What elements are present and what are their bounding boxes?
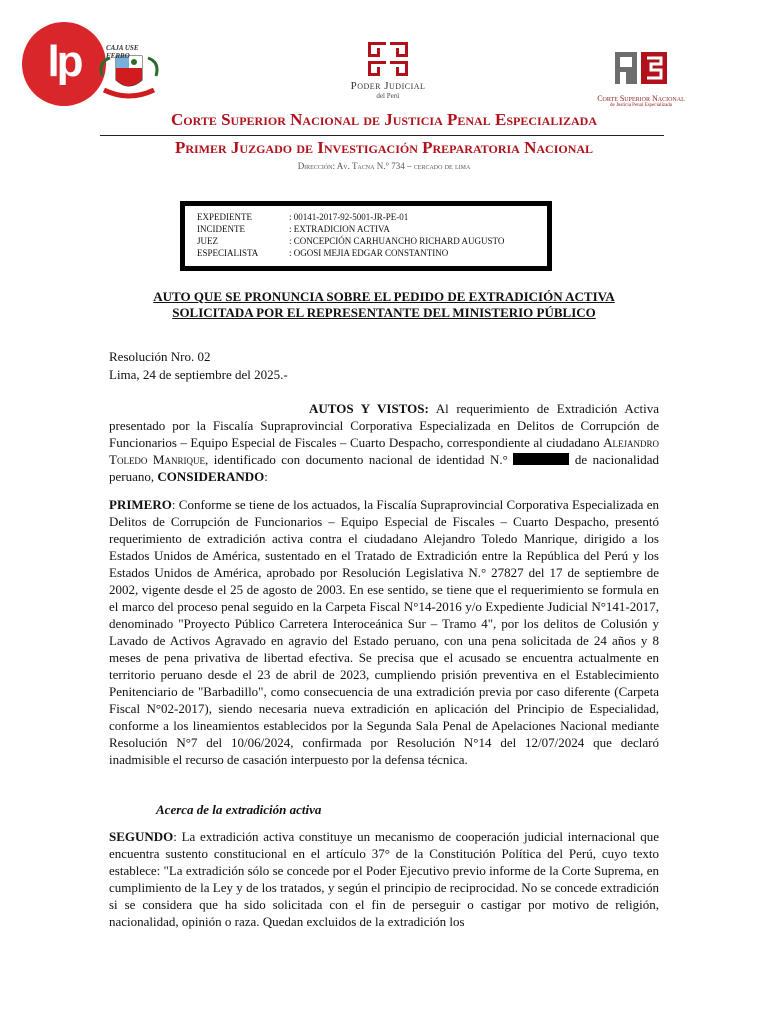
primero-text: : Conforme se tiene de los actuados, la Fiscalía Supraprovincial Corporativa Especializada en Delitos de Corrupción de Funcionarios – Equipo Especial de Fiscales – Cuarto Despacho, presentó requerimiento de extradición activa contra el ciudadano Alejandro Toledo Manrique, dirigido a los Estados Unidos de América, sustentado en el Tratado de Extradición entre la República del Perú y los Estados Unidos de América, aprobado por Resolución Legislativa N.° 27827 del 17 de septiembre de 2002, vigente desde el 25 de agosto de 2003. En ese sentido, se tiene que el requerimiento se formula en el marco del proceso penal seguido en la Carpeta Fiscal N°14-2016 y/o Expediente Judicial N°141-2017, denominado "Proyecto Público Carretera Interoceánica Sur – Tramo 4", por los delitos de Colusión y Lavado de Activos Agravado en agravio del Estado peruano, con una pena solicitada de 24 años y 8 meses de pena privativa de libertad efectiva. Se precisa que el acusado se encuentra actualmente en territorio peruano desde el 23 de abril de 2023, cumpliendo prisión preventiva en el Establecimiento Penitenciario de "Barbadillo", como consecuencia de una extradición previa por caso diferente (Carpeta Fiscal N°02-2017), siendo necesaria nueva extradición en aplicación del Principio de Especialidad, conforme a los lineamientos establecidos por la Segunda Sala Penal de Apelaciones Nacional mediante Resolución N°7 del 10/06/2024, confirmada por Resolución N°14 del 12/07/2024 que declaró inadmisible el recurso de casación interpuesto por la defensa técnica. [109, 497, 659, 767]
segundo-label: SEGUNDO [109, 829, 174, 844]
section-heading: Acerca de la extradición activa [156, 802, 322, 817]
case-row-expediente [197, 211, 504, 223]
segundo-paragraph [109, 828, 659, 930]
accused-name: Alejandro Toledo Manrique [109, 435, 659, 467]
case-value: : OGOSI MEJIA EDGAR CONSTANTINO [289, 248, 449, 258]
redacted-id [513, 453, 569, 465]
case-info-box [180, 201, 552, 271]
primero-paragraph [109, 496, 659, 768]
document-title-line2: SOLICITADA POR EL REPRESENTANTE DEL MINISTERIO PÚBLICO [172, 305, 596, 320]
poder-judicial-logo [318, 40, 458, 110]
case-label: EXPEDIENTE [197, 212, 252, 222]
case-value: : EXTRADICION ACTIVA [289, 224, 390, 234]
primero-label: PRIMERO [109, 497, 172, 512]
case-value: : 00141-2017-92-5001-JR-PE-01 [289, 212, 409, 222]
header-divider [100, 135, 664, 136]
segundo-text: : La extradición activa constituye un mecanismo de cooperación judicial internacional que encuentra sustento constitucional en el artículo 37° de la Constitución Política del Perú, cuyo texto establece: "La extradición sólo se concede por el Poder Ejecutivo previo informe de la Corte Suprema, en cumplimiento de la Ley y de los tratados, y según el principio de reciprocidad. No se concede extradición si se considera que ha sido solicitada con el fin de perseguir o castigar por motivo de religión, nacionalidad, opinión o raza. Quedan excluidos de la extradición los [109, 829, 659, 929]
place-date: Lima, 24 de septiembre del 2025.- [109, 367, 288, 382]
csj-emblem-icon [611, 48, 671, 88]
case-label: ESPECIALISTA [197, 248, 259, 258]
peru-coat-of-arms-icon [96, 46, 162, 104]
case-info-table [197, 211, 504, 259]
document-title-line1: AUTO QUE SE PRONUNCIA SOBRE EL PEDIDO DE EXTRADICIÓN ACTIVA [153, 289, 615, 304]
seal-text: CAJA USE FERRO [106, 44, 139, 60]
case-label: INCIDENTE [197, 224, 245, 234]
case-row-juez [197, 235, 504, 247]
vistos-text-3: de nacionalidad peruano, [109, 452, 659, 484]
csj-name: Corte Superior Nacional [597, 94, 685, 103]
resolution-number: Resolución Nro. 02 [109, 349, 211, 364]
vistos-text-2: , identificado con documento nacional de identidad N.° [204, 452, 514, 467]
vistos-text: Al requerimiento de Extradición Activa presentado por la Fiscalía Supraprovincial Corporativa Especializada en Delitos de Corrupción de Funcionarios – Equipo Especial de Fiscales – Cuarto Despacho, correspondiente al ciudadano [109, 401, 659, 450]
case-row-especialista [197, 247, 504, 259]
autos-y-vistos-paragraph [109, 400, 659, 485]
document-title [100, 289, 668, 321]
csj-logo [596, 48, 686, 110]
lp-logo: lp [22, 22, 106, 106]
case-label: JUEZ [197, 236, 218, 246]
poder-judicial-sub: del Perú [376, 92, 400, 100]
poder-judicial-emblem-icon [366, 40, 410, 78]
considerando-label: CONSIDERANDO [157, 469, 265, 484]
court-title: Corte Superior Nacional de Justicia Penal Especializada [170, 110, 598, 129]
vistos-end: : [264, 469, 268, 484]
case-value: : CONCEPCIÓN CARHUANCHO RICHARD AUGUSTO [289, 236, 505, 246]
poder-judicial-name: Poder Judicial [350, 80, 426, 92]
csj-sub: de Justicia Penal Especializada [609, 103, 673, 108]
case-row-incidente [197, 223, 504, 235]
vistos-label: AUTOS Y VISTOS: [309, 401, 429, 416]
court-subtitle: Primer Juzgado de Investigación Preparatoria Nacional [174, 138, 594, 157]
court-address: Dirección: Av. Tacna N.° 734 – cercado de lima [297, 161, 471, 171]
